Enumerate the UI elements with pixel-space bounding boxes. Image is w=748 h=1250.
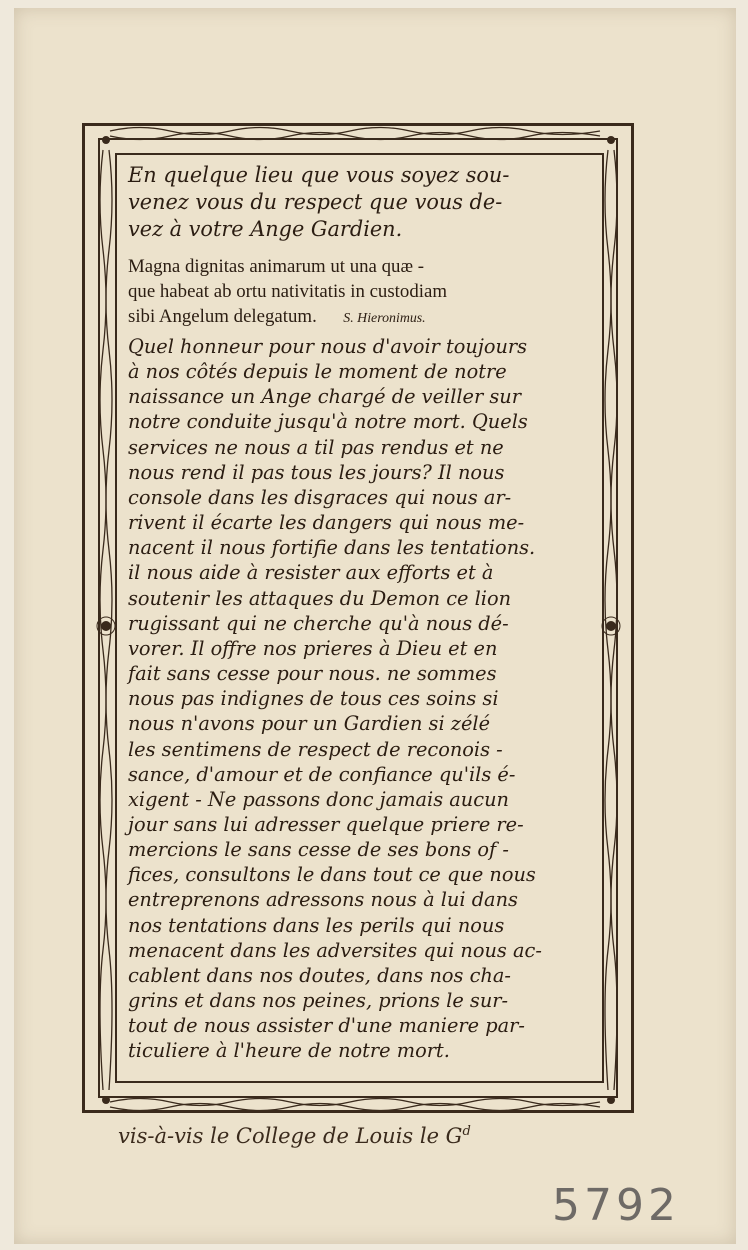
body-line: Quel honneur pour nous d'avoir toujours bbox=[128, 335, 528, 358]
right-rosette bbox=[606, 621, 616, 631]
body-line: il nous aide à resister aux efforts et à bbox=[128, 561, 494, 585]
intro-line: En quelque lieu que vous soyez sou- bbox=[128, 163, 510, 187]
body-line: rugissant qui ne cherche qu'à nous dé- bbox=[128, 611, 509, 635]
intro-line: venez vous du respect que vous de- bbox=[128, 190, 503, 214]
body-line: tout de nous assister d'une maniere par- bbox=[128, 1014, 525, 1038]
right-garland bbox=[605, 150, 611, 1090]
body-line: nos tentations dans les perils qui nous bbox=[128, 913, 505, 937]
body-line: sance, d'amour et de confiance qu'ils é- bbox=[128, 762, 516, 786]
body-line: notre conduite jusqu'à notre mort. Quels bbox=[128, 410, 528, 434]
body-line: menacent dans les adversites qui nous ac- bbox=[128, 938, 542, 962]
body-line: rivent il écarte les dangers qui nous me- bbox=[128, 511, 525, 535]
body-line: fices, consultons le dans tout ce que nous bbox=[128, 863, 536, 887]
inventory-number: 5792 bbox=[552, 1180, 680, 1231]
body-line: soutenir les attaques du Demon ce lion bbox=[128, 586, 512, 610]
body-line: nous pas indignes de tous ces soins si bbox=[128, 687, 499, 711]
body-line: services ne nous a til pas rendus et ne bbox=[128, 435, 504, 459]
french-intro bbox=[128, 162, 598, 243]
body-line: console dans les disgraces qui nous ar- bbox=[128, 485, 512, 509]
latin-line: que habeat ab ortu nativitatis in custodiam bbox=[128, 281, 447, 302]
body-line: naissance un Ange chargé de veiller sur bbox=[128, 385, 521, 409]
body-line: fait sans cesse pour nous. ne sommes bbox=[128, 662, 497, 686]
body-line: jour sans lui adresser quelque priere re- bbox=[128, 812, 524, 836]
latin-attribution: S. Hieronimus. bbox=[343, 311, 426, 326]
body-line: nacent il nous fortifie dans les tentations. bbox=[128, 536, 536, 560]
latin-line-last bbox=[128, 304, 594, 331]
body-line: grins et dans nos peines, prions le sur- bbox=[128, 989, 509, 1013]
latin-line: sibi Angelum delegatum. bbox=[128, 306, 317, 327]
french-body bbox=[128, 334, 598, 1064]
body-line: à nos côtés depuis le moment de notre bbox=[128, 360, 507, 384]
body-line: nous n'avons pour un Gardien si zélé bbox=[128, 712, 491, 736]
left-rosette bbox=[101, 621, 111, 631]
latin-line: Magna dignitas animarum ut una quæ - bbox=[128, 256, 424, 277]
left-garland bbox=[100, 150, 106, 1090]
body-line: vorer. Il offre nos prieres à Dieu et en bbox=[128, 636, 498, 660]
imprint-superscript: d bbox=[462, 1124, 471, 1139]
body-line: ticuliere à l'heure de notre mort. bbox=[128, 1039, 450, 1063]
body-line: cablent dans nos doutes, dans nos cha- bbox=[128, 963, 511, 987]
body-line: les sentimens de respect de reconois - bbox=[128, 737, 503, 761]
latin-quotation bbox=[128, 254, 598, 331]
body-line: entreprenons adressons nous à lui dans bbox=[128, 888, 518, 912]
body-line: mercions le sans cesse de ses bons of - bbox=[128, 838, 509, 862]
intro-line: vez à votre Ange Gardien. bbox=[128, 217, 403, 241]
imprint-text: vis-à-vis le College de Louis le G bbox=[118, 1124, 463, 1148]
imprint-address bbox=[118, 1124, 471, 1148]
body-line: nous rend il pas tous les jours? Il nous bbox=[128, 460, 505, 484]
body-line: xigent - Ne passons donc jamais aucun bbox=[128, 787, 509, 811]
